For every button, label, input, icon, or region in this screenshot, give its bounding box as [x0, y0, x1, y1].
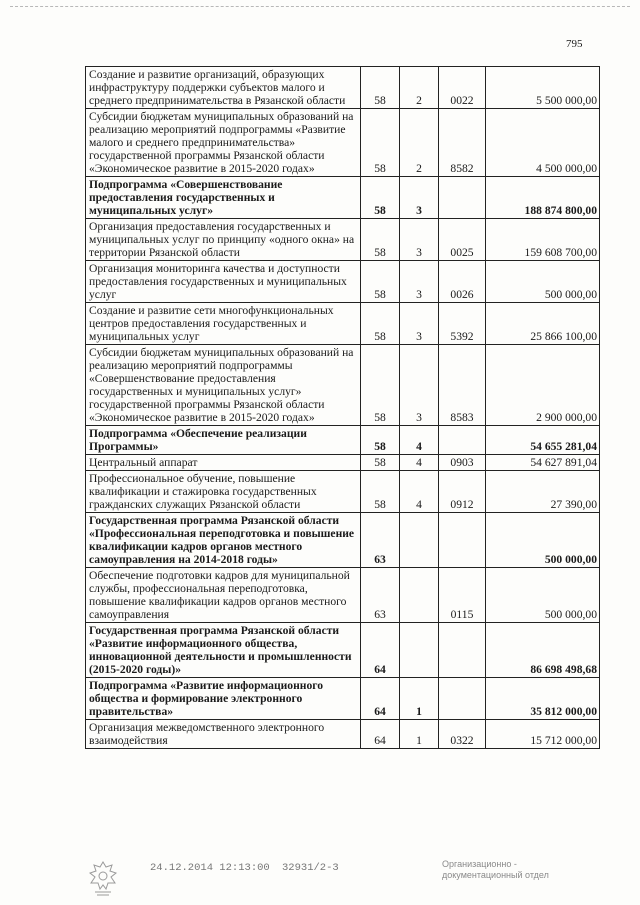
- table-row: [86, 177, 600, 219]
- row-section-cell: 58: [361, 426, 400, 455]
- row-code-cell: [439, 678, 486, 720]
- row-subsection-cell: 3: [400, 219, 439, 261]
- row-name-cell: Организация межведомственного электронного взаимодействия: [86, 720, 361, 749]
- row-code-cell: [439, 623, 486, 678]
- row-section-cell: 58: [361, 177, 400, 219]
- row-name-cell: Создание и развитие сети многофункциональных центров предоставления государственных и муниципальных услуг: [86, 303, 361, 345]
- row-name-cell: Обеспечение подготовки кадров для муниципальной службы, профессиональная переподготовка, повышение квалификации кадров органов местного самоуправления: [86, 568, 361, 623]
- row-name-cell: Создание и развитие организаций, образующих инфраструктуру поддержки субъектов малого и среднего предпринимательства в Рязанской области: [86, 67, 361, 109]
- row-code-cell: [439, 513, 486, 568]
- row-name-cell: Государственная программа Рязанской области «Развитие информационного общества, инновационной деятельности и промышленности (2015-2020 годы)»: [86, 623, 361, 678]
- row-amount-cell: 35 812 000,00: [486, 678, 600, 720]
- table-row: [86, 261, 600, 303]
- table-row: [86, 568, 600, 623]
- row-name-cell: Центральный аппарат: [86, 455, 361, 471]
- row-subsection-cell: [400, 513, 439, 568]
- row-code-cell: 0025: [439, 219, 486, 261]
- row-subsection-cell: 3: [400, 177, 439, 219]
- row-name-cell: Подпрограмма «Совершенствование предоставления государственных и муниципальных услуг»: [86, 177, 361, 219]
- row-name-cell: Субсидии бюджетам муниципальных образований на реализацию мероприятий подпрограммы «Совершенствование предоставления государственных и муниципальных услуг» государственной программы Рязанской области «Экономическое развитие в 2015-2020 годах»: [86, 345, 361, 426]
- row-name-cell: Подпрограмма «Обеспечение реализации Программы»: [86, 426, 361, 455]
- row-code-cell: [439, 426, 486, 455]
- row-name-cell: Подпрограмма «Развитие информационного общества и формирование электронного правительства»: [86, 678, 361, 720]
- row-subsection-cell: 2: [400, 109, 439, 177]
- budget-table: [85, 66, 600, 749]
- row-code-cell: 0322: [439, 720, 486, 749]
- row-name-cell: Государственная программа Рязанской области «Профессиональная переподготовка и повышение квалификации кадров органов местного самоуправления на 2014-2018 годы»: [86, 513, 361, 568]
- row-amount-cell: 4 500 000,00: [486, 109, 600, 177]
- table-row: [86, 109, 600, 177]
- row-name-cell: Организация мониторинга качества и доступности предоставления государственных и муниципальных услуг: [86, 261, 361, 303]
- page-number: 795: [566, 38, 583, 50]
- row-subsection-cell: 4: [400, 471, 439, 513]
- row-section-cell: 58: [361, 303, 400, 345]
- row-code-cell: 0026: [439, 261, 486, 303]
- table-row: [86, 345, 600, 426]
- table-row: [86, 426, 600, 455]
- row-section-cell: 64: [361, 720, 400, 749]
- row-amount-cell: 500 000,00: [486, 513, 600, 568]
- row-name-cell: Профессиональное обучение, повышение квалификации и стажировка государственных гражданских служащих Рязанской области: [86, 471, 361, 513]
- row-name-cell: Организация предоставления государственных и муниципальных услуг по принципу «одного окна» на территории Рязанской области: [86, 219, 361, 261]
- department-line-1: Организационно -: [442, 859, 517, 869]
- row-section-cell: 64: [361, 623, 400, 678]
- row-section-cell: 58: [361, 471, 400, 513]
- row-code-cell: [439, 177, 486, 219]
- row-amount-cell: 159 608 700,00: [486, 219, 600, 261]
- department-stamp: [442, 859, 549, 881]
- row-section-cell: 58: [361, 455, 400, 471]
- row-amount-cell: 5 500 000,00: [486, 67, 600, 109]
- row-section-cell: 63: [361, 568, 400, 623]
- row-subsection-cell: 3: [400, 345, 439, 426]
- table-row: [86, 513, 600, 568]
- row-subsection-cell: 3: [400, 261, 439, 303]
- row-code-cell: 0912: [439, 471, 486, 513]
- row-section-cell: 58: [361, 109, 400, 177]
- seal-icon: [86, 859, 120, 897]
- timestamp: 24.12.2014 12:13:00: [150, 862, 270, 874]
- row-amount-cell: 54 627 891,04: [486, 455, 600, 471]
- row-subsection-cell: 1: [400, 720, 439, 749]
- row-code-cell: 0022: [439, 67, 486, 109]
- row-code-cell: 8582: [439, 109, 486, 177]
- row-section-cell: 58: [361, 345, 400, 426]
- scan-top-edge: [10, 6, 630, 7]
- department-line-2: документационный отдел: [442, 870, 549, 880]
- table-row: [86, 303, 600, 345]
- document-number: 32931/2-3: [282, 862, 339, 874]
- row-subsection-cell: 2: [400, 67, 439, 109]
- table-row: [86, 219, 600, 261]
- row-section-cell: 64: [361, 678, 400, 720]
- row-amount-cell: 2 900 000,00: [486, 345, 600, 426]
- row-amount-cell: 188 874 800,00: [486, 177, 600, 219]
- row-section-cell: 63: [361, 513, 400, 568]
- row-amount-cell: 15 712 000,00: [486, 720, 600, 749]
- row-subsection-cell: [400, 568, 439, 623]
- row-subsection-cell: 4: [400, 455, 439, 471]
- row-amount-cell: 54 655 281,04: [486, 426, 600, 455]
- row-code-cell: 0903: [439, 455, 486, 471]
- table-row: [86, 623, 600, 678]
- row-subsection-cell: 3: [400, 303, 439, 345]
- row-code-cell: 8583: [439, 345, 486, 426]
- row-code-cell: 5392: [439, 303, 486, 345]
- table-row: [86, 67, 600, 109]
- table-row: [86, 471, 600, 513]
- row-code-cell: 0115: [439, 568, 486, 623]
- row-section-cell: 58: [361, 67, 400, 109]
- row-amount-cell: 25 866 100,00: [486, 303, 600, 345]
- table-row: [86, 720, 600, 749]
- row-subsection-cell: 1: [400, 678, 439, 720]
- table-row: [86, 455, 600, 471]
- row-subsection-cell: [400, 623, 439, 678]
- row-amount-cell: 500 000,00: [486, 261, 600, 303]
- row-amount-cell: 500 000,00: [486, 568, 600, 623]
- table-row: [86, 678, 600, 720]
- page-footer: [0, 857, 640, 905]
- row-amount-cell: 27 390,00: [486, 471, 600, 513]
- row-section-cell: 58: [361, 219, 400, 261]
- row-name-cell: Субсидии бюджетам муниципальных образований на реализацию мероприятий подпрограммы «Развитие малого и среднего предпринимательства» государственной программы Рязанской области «Экономическое развитие в 2015-2020 годах»: [86, 109, 361, 177]
- row-amount-cell: 86 698 498,68: [486, 623, 600, 678]
- row-subsection-cell: 4: [400, 426, 439, 455]
- row-section-cell: 58: [361, 261, 400, 303]
